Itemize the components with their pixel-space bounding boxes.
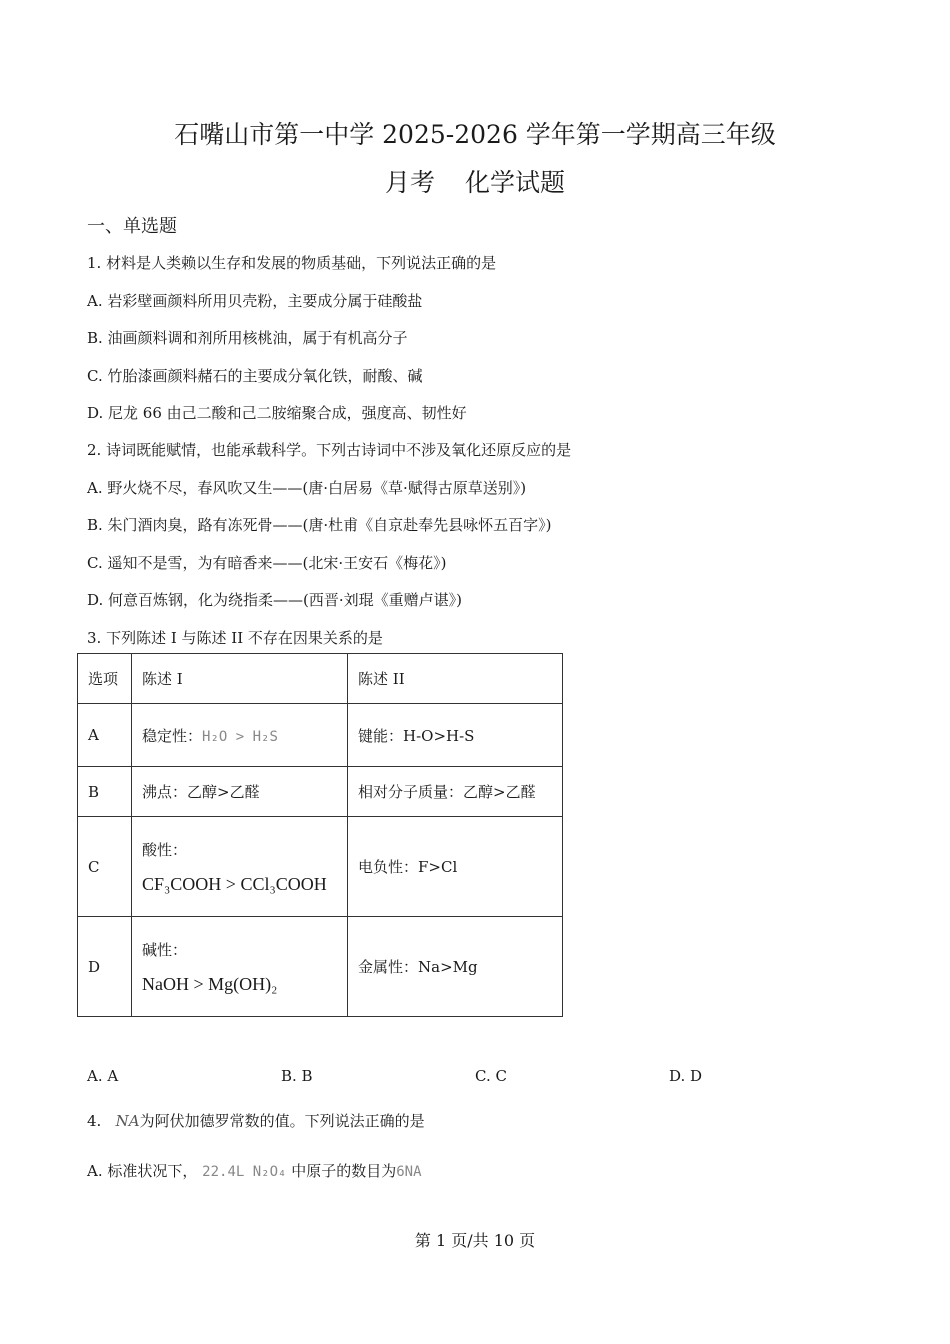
exam-title-line2 — [0, 163, 950, 199]
option-cell: A — [78, 704, 132, 767]
q4-option-a — [87, 1160, 422, 1181]
table-row — [78, 917, 563, 1017]
statement-1-cell: 沸点：乙醇>乙醛 — [132, 767, 348, 817]
q3-option-a: A. A — [87, 1067, 119, 1085]
table-header-cell: 陈述 I — [132, 654, 348, 704]
table-row — [78, 704, 563, 767]
q2-option-d: D. 何意百炼钢，化为绕指柔——(西晋·刘琨《重赠卢谌》) — [87, 591, 463, 609]
formula: H₂O > H₂S — [202, 728, 278, 745]
section-title: 一、单选题 — [87, 216, 177, 237]
statement-label: 碱性： — [142, 940, 188, 959]
q2-option-b: B. 朱门酒肉臭，路有冻死骨——(唐·杜甫《自京赴奉先县咏怀五百字》) — [87, 516, 552, 534]
statement-2-cell: 相对分子质量：乙醇>乙醛 — [348, 767, 563, 817]
statement-1-cell — [132, 917, 348, 1017]
q4-option-a-text: A. 标准状况下， — [87, 1162, 198, 1180]
exam-type: 月考 — [384, 168, 435, 197]
exam-title-line1: 石嘴山市第一中学 2025-2026 学年第一学期高三年级 — [174, 120, 776, 149]
q4-stem-text: 为阿伏加德罗常数的值。下列说法正确的是 — [139, 1112, 425, 1130]
table-header-cell: 陈述 II — [348, 654, 563, 704]
table-header-cell: 选项 — [78, 654, 132, 704]
q3-option-d: D. D — [669, 1067, 703, 1085]
formula: 22.4L N₂O₄ — [202, 1164, 287, 1180]
q1-option-d: D. 尼龙 66 由己二酸和己二胺缩聚合成，强度高、韧性好 — [87, 404, 467, 422]
q1-option-b: B. 油画颜料调和剂所用核桃油，属于有机高分子 — [87, 329, 408, 347]
formula: CF₃COOH > CCl₃COOH — [142, 873, 327, 894]
q3-option-b: B. B — [281, 1067, 313, 1085]
statement-label: 酸性： — [142, 840, 188, 859]
q4-number: 4. — [87, 1112, 102, 1130]
q1-option-a: A. 岩彩壁画颜料所用贝壳粉，主要成分属于硅酸盐 — [87, 292, 423, 310]
formula: NaOH > Mg(OH)₂ — [142, 973, 278, 994]
statement-1-cell — [132, 817, 348, 917]
page-footer: 第 1 页/共 10 页 — [414, 1231, 536, 1250]
q2-option-a: A. 野火烧不尽，春风吹又生——(唐·白居易《草·赋得古原草送别》) — [87, 479, 527, 497]
q4-option-a-mid: 中原子的数目为 — [291, 1162, 397, 1180]
q3-table — [77, 653, 563, 1017]
option-cell: D — [78, 917, 132, 1017]
option-cell: B — [78, 767, 132, 817]
statement-1-cell — [132, 704, 348, 767]
table-row — [78, 767, 563, 817]
q1-stem: 1. 材料是人类赖以生存和发展的物质基础，下列说法正确的是 — [87, 254, 497, 272]
q3-stem: 3. 下列陈述 I 与陈述 II 不存在因果关系的是 — [87, 629, 383, 647]
table-header-row — [78, 654, 563, 704]
formula: 6NA — [396, 1164, 422, 1180]
statement-2-cell: 电负性：F>Cl — [348, 817, 563, 917]
q2-stem: 2. 诗词既能赋情，也能承载科学。下列古诗词中不涉及氧化还原反应的是 — [87, 441, 572, 459]
statement-label: 稳定性： — [142, 726, 203, 745]
table-row — [78, 817, 563, 917]
q1-option-c: C. 竹胎漆画颜料赭石的主要成分氧化铁，耐酸、碱 — [87, 367, 423, 385]
statement-2-cell: 键能：H-O>H-S — [348, 704, 563, 767]
exam-subject: 化学试题 — [465, 168, 566, 197]
q2-option-c: C. 遥知不是雪，为有暗香来——(北宋·王安石《梅花》) — [87, 554, 447, 572]
na-symbol: NA — [115, 1112, 140, 1130]
option-cell: C — [78, 817, 132, 917]
statement-2-cell: 金属性：Na>Mg — [348, 917, 563, 1017]
q4-stem — [87, 1110, 425, 1131]
q3-option-c: C. C — [475, 1067, 507, 1085]
